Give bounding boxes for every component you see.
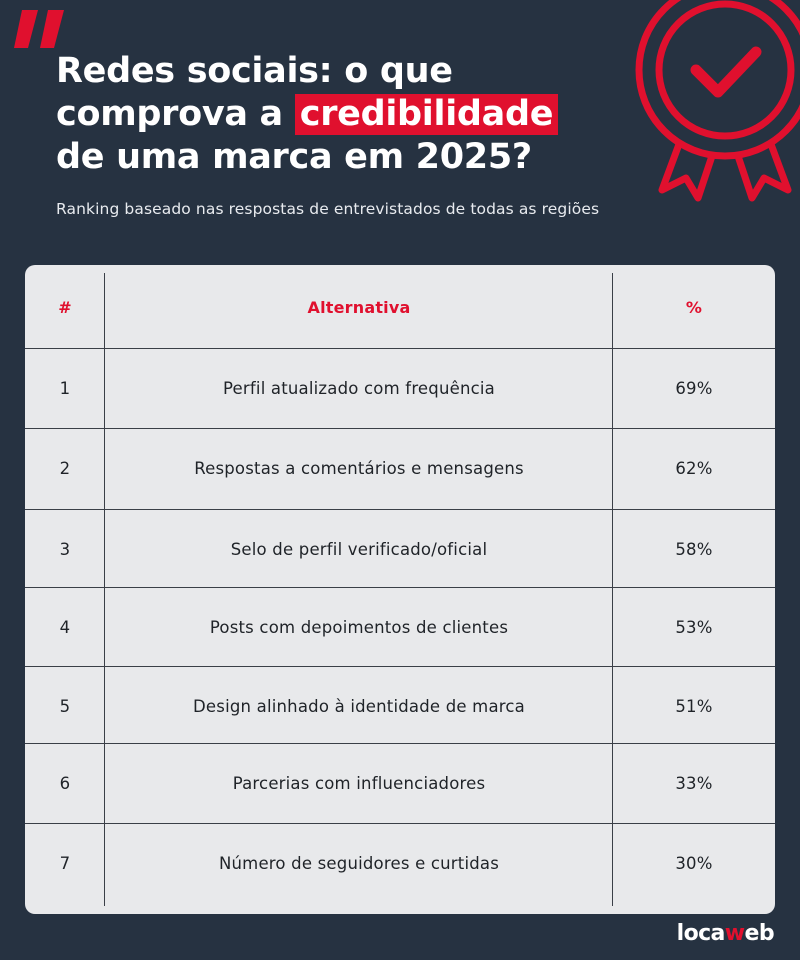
row-percent: 30% xyxy=(675,853,713,873)
row-rank: 3 xyxy=(59,539,71,559)
page-subtitle: Ranking baseado nas respostas de entrevistados de todas as regiões xyxy=(56,200,600,218)
row-rank: 7 xyxy=(59,853,71,873)
row-alternative: Respostas a comentários e mensagens xyxy=(194,458,524,478)
table-header-row xyxy=(25,267,775,347)
quote-mark-icon xyxy=(12,4,72,54)
title-highlight: credibilidade xyxy=(295,94,558,135)
row-percent: 33% xyxy=(675,773,713,793)
logo-text-part1: loca xyxy=(676,921,725,946)
row-alternative: Design alinhado à identidade de marca xyxy=(193,696,525,716)
row-percent: 51% xyxy=(675,696,713,716)
column-header-alternative: Alternativa xyxy=(307,297,411,317)
title-line-2: comprova a xyxy=(56,94,295,134)
logo-text-part2: eb xyxy=(744,921,774,946)
row-rank: 2 xyxy=(59,458,71,478)
ranking-table xyxy=(25,265,775,914)
ranking-card xyxy=(25,265,775,914)
table-row xyxy=(25,823,775,903)
row-alternative: Posts com depoimentos de clientes xyxy=(209,617,509,637)
row-alternative: Número de seguidores e curtidas xyxy=(218,853,500,873)
title-line-3: de uma marca em 2025? xyxy=(56,137,532,177)
row-percent: 62% xyxy=(675,458,713,478)
locaweb-logo xyxy=(677,921,774,946)
row-percent: 69% xyxy=(675,378,713,398)
row-alternative: Selo de perfil verificado/oficial xyxy=(230,539,488,559)
table-row xyxy=(25,587,775,667)
row-alternative: Perfil atualizado com frequência xyxy=(223,378,495,398)
row-rank: 4 xyxy=(59,617,71,637)
award-ribbon-check-icon xyxy=(590,0,800,212)
row-rank: 5 xyxy=(59,696,71,716)
row-alternative: Parcerias com influenciadores xyxy=(232,773,486,793)
table-row xyxy=(25,428,775,508)
column-header-rank: # xyxy=(58,297,72,317)
column-header-percent: % xyxy=(685,297,703,317)
row-rank: 6 xyxy=(59,773,71,793)
row-percent: 58% xyxy=(675,539,713,559)
table-row xyxy=(25,666,775,746)
page-title xyxy=(56,50,558,179)
table-row xyxy=(25,743,775,823)
table-row xyxy=(25,348,775,428)
title-line-1: Redes sociais: o que xyxy=(56,51,453,91)
table-row xyxy=(25,509,775,589)
row-percent: 53% xyxy=(675,617,713,637)
row-rank: 1 xyxy=(59,378,71,398)
logo-text-accent: w xyxy=(724,921,745,946)
